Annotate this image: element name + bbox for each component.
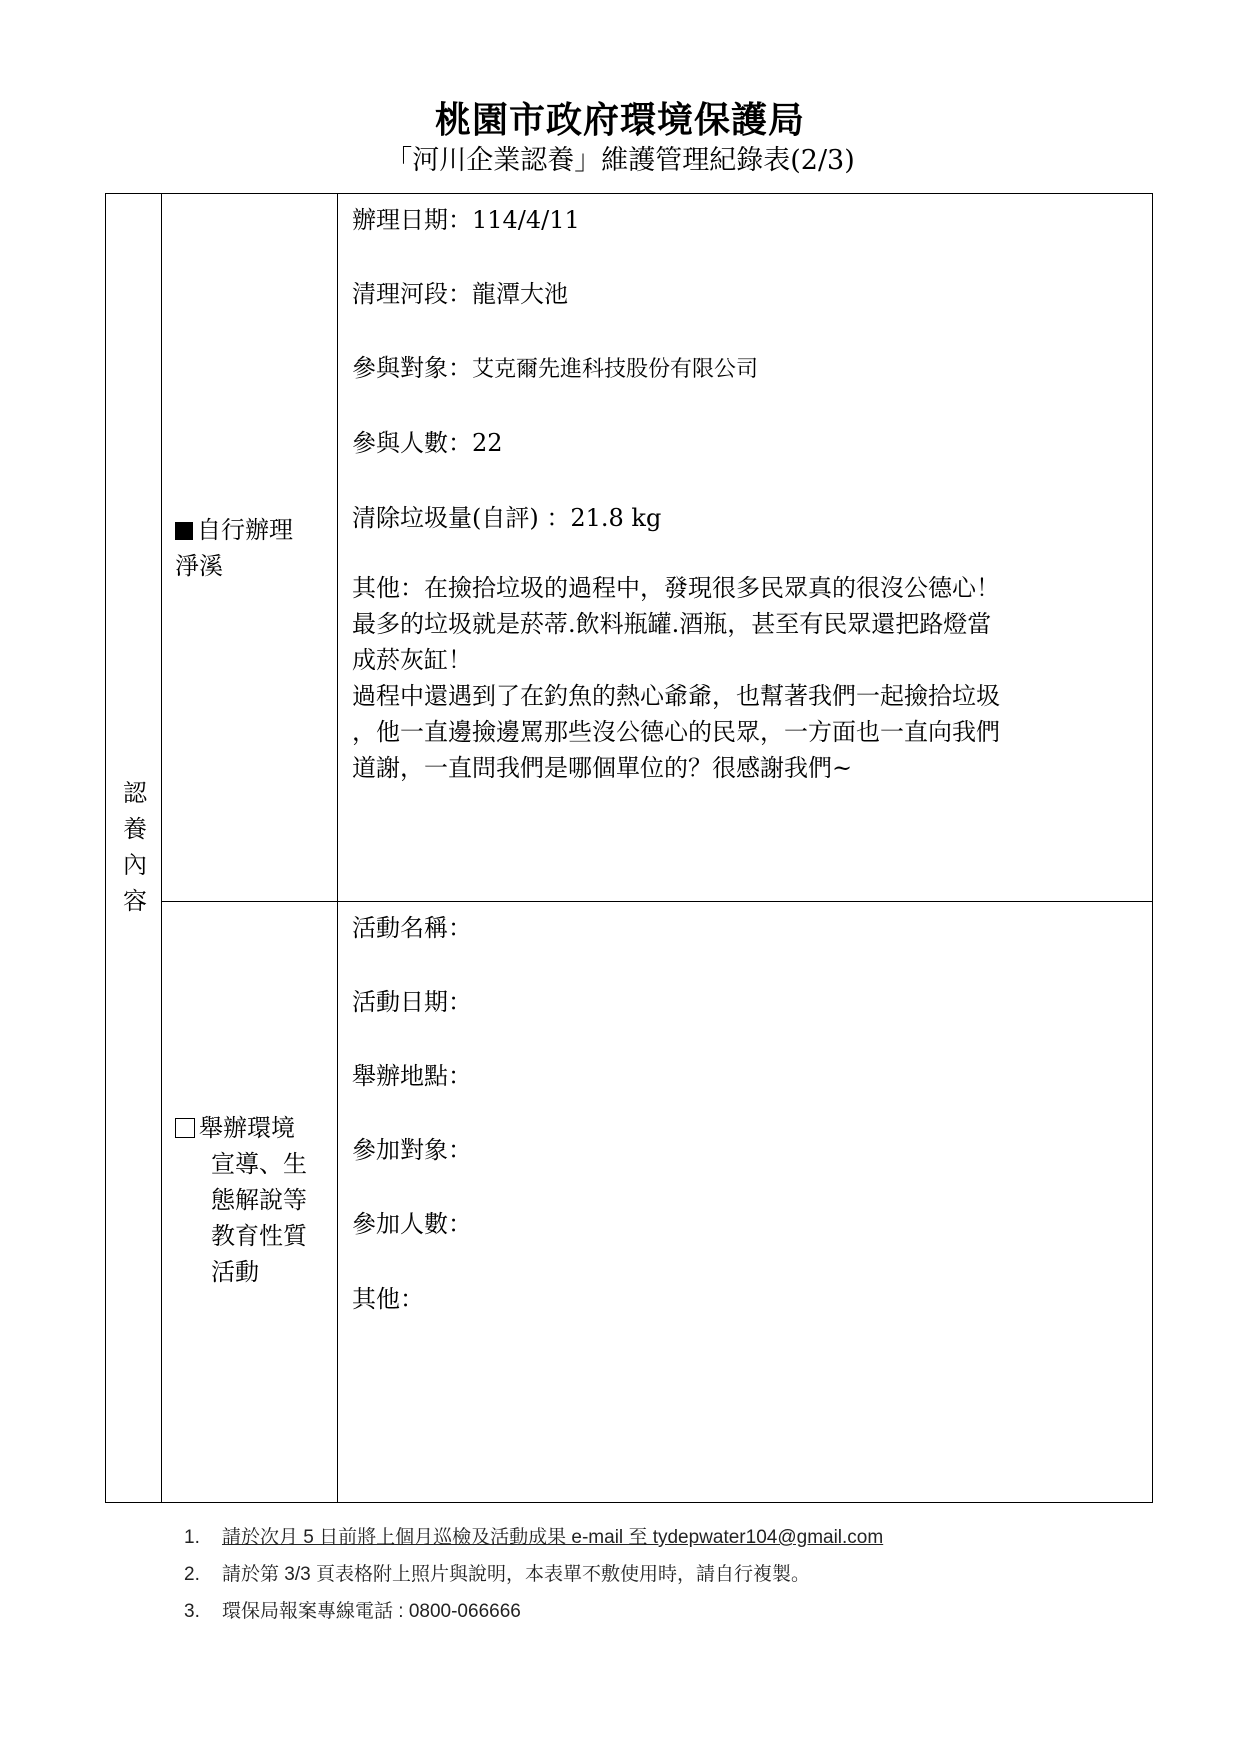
option-education-activity-label-cont: 宣導、生 態解說等 教育性質 活動 [211, 1150, 307, 1286]
option-self-cleanup-label: 自行辦理 [197, 516, 293, 544]
table-border-right [1152, 193, 1153, 1503]
footnote-1 [184, 1522, 883, 1549]
field-activity-location [352, 1056, 472, 1091]
table-border-bottom [105, 1502, 1153, 1503]
footnote-3 [184, 1596, 521, 1623]
table-row-divider [161, 901, 1153, 902]
table-divider-option [337, 193, 338, 1503]
footnote-2 [184, 1559, 810, 1586]
field-river-section [352, 274, 568, 309]
table-divider-label [161, 193, 162, 1503]
field-other-notes: 其他：在撿拾垃圾的過程中，發現很多民眾真的很沒公德心！ 最多的垃圾就是菸蒂.飲料瓶罐.酒瓶，甚至有民眾還把路燈當 成菸灰缸！ 過程中還遇到了在釣魚的熱心爺爺，也幫著我們一起撿拾垃圾 ，他一直邊撿邊罵那些沒公德心的民眾，一方面也一直向我們 道謝，一直問我們是哪個單位的？很感謝我們~ [352, 574, 1000, 782]
field-garbage-amount-value: 21.8 kg [570, 504, 662, 532]
field-activity-audience [352, 1130, 472, 1165]
footnote-number: 2. [184, 1564, 200, 1585]
footnote-number: 1. [184, 1527, 200, 1548]
field-participants-label: 參與對象： [352, 354, 472, 382]
field-river-section-value: 龍潭大池 [472, 280, 568, 308]
checkbox-self-cleanup[interactable] [175, 522, 193, 540]
option-self-cleanup-label-cont: 淨溪 [175, 552, 223, 580]
field-activity-name-label: 活動名稱： [352, 914, 472, 942]
footnote-text: 環保局報案專線電話 : 0800-066666 [222, 1601, 521, 1622]
table-border-left [105, 193, 106, 1503]
field-participant-count [352, 423, 503, 458]
field-date-value: 114/4/11 [472, 206, 580, 234]
footnote-text: 請於第 3/3 頁表格附上照片與說明，本表單不敷使用時，請自行複製。 [222, 1564, 810, 1585]
option-education-activity [175, 1110, 335, 1290]
page-subtitle: 「河川企業認養」維護管理紀錄表(2/3) [385, 145, 855, 176]
field-activity-other-label: 其他： [352, 1285, 424, 1313]
field-participants [352, 348, 758, 383]
page-title: 桃園市政府環境保護局 [434, 99, 805, 141]
option-self-cleanup [175, 512, 335, 584]
field-activity-location-label: 舉辦地點： [352, 1062, 472, 1090]
field-activity-audience-label: 參加對象： [352, 1136, 472, 1164]
field-activity-date [352, 982, 472, 1017]
section-label: 認 養 內 容 [123, 779, 147, 915]
field-participant-count-value: 22 [472, 429, 503, 457]
field-activity-count [352, 1204, 472, 1239]
field-garbage-amount-label: 清除垃圾量(自評) ： [352, 504, 571, 532]
field-date [352, 200, 580, 235]
field-participants-value: 艾克爾先進科技股份有限公司 [472, 357, 759, 382]
field-participant-count-label: 參與人數： [352, 429, 472, 457]
field-activity-date-label: 活動日期： [352, 988, 472, 1016]
field-activity-name [352, 908, 472, 943]
field-date-label: 辦理日期： [352, 206, 472, 234]
footnote-number: 3. [184, 1601, 200, 1622]
field-river-section-label: 清理河段： [352, 280, 472, 308]
field-garbage-amount [352, 498, 661, 533]
footnote-text: 請於次月 5 日前將上個月巡檢及活動成果 e-mail 至 tydepwater104@gmail.com [222, 1527, 884, 1548]
table-border-top [105, 193, 1153, 194]
field-activity-other [352, 1279, 424, 1314]
checkbox-education-activity[interactable] [175, 1118, 195, 1138]
option-education-activity-label: 舉辦環境 [199, 1114, 295, 1142]
field-activity-count-label: 參加人數： [352, 1210, 472, 1238]
